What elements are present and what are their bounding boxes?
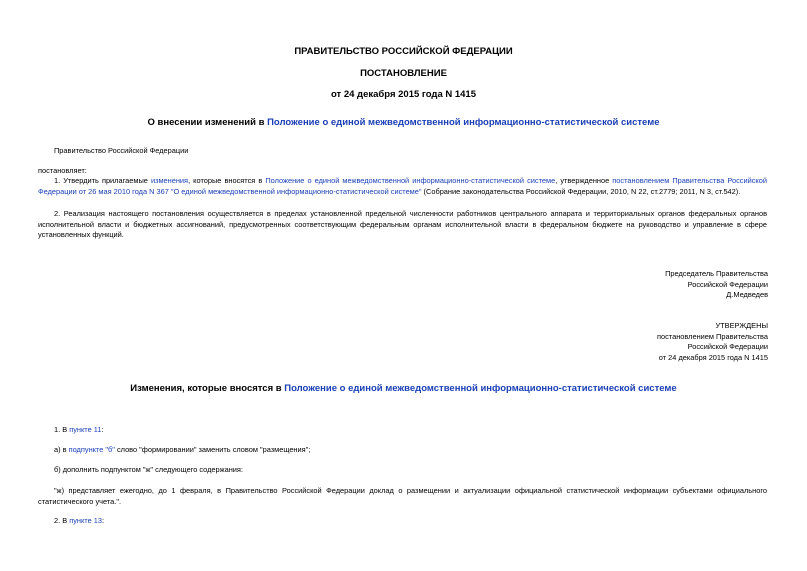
signature-line-3: Д.Медведев	[726, 290, 768, 299]
item1-prefix: 1. В	[54, 425, 70, 434]
decides-text: постановляет:	[38, 166, 87, 175]
signature-line-2: Российской Федерации	[687, 279, 768, 289]
p1-text-4: (Собрание законодательства Российской Федерации, 2010, N 22, ст.2779; 2011, N 3, ст.542).	[421, 186, 741, 196]
resolution-367-link[interactable]: постановлением Правительства Российской Федерации от 26 мая 2010 года N 367 "О единой межведомственной информационно-статистической системе"	[38, 176, 767, 196]
signature-line-1: Председатель Правительства	[665, 269, 768, 278]
changes-title-link[interactable]: Положение о единой межведомственной информационно-статистической системе	[284, 383, 677, 394]
document-title	[0, 117, 807, 128]
paragraph-1	[38, 176, 767, 197]
item-a-prefix: а) в	[54, 445, 69, 454]
change-item-1	[54, 425, 104, 436]
p1-text-3: , утвержденное	[555, 176, 613, 185]
changes-title	[0, 383, 807, 394]
p1-text-1: 1. Утвердить прилагаемые	[54, 176, 151, 185]
approved-line-2: постановлением Правительства	[657, 331, 768, 341]
changes-title-prefix: Изменения, которые вносятся в	[130, 383, 285, 394]
issuer-text: Правительство Российской Федерации	[54, 146, 189, 155]
approved-line-1: УТВЕРЖДЕНЫ	[715, 321, 768, 330]
change-item-2	[54, 516, 104, 527]
change-item-zh: "ж) представляет ежегодно, до 1 февраля, в Правительство Российской Федерации доклад о размещении и актуализации официальной статистической информации субъектами официального статистического учета.".	[38, 486, 767, 506]
item-a-link[interactable]: подпункте "б"	[68, 445, 115, 454]
document-title-prefix: О внесении изменений в	[147, 117, 268, 128]
item2-link[interactable]: пункте 13	[69, 516, 102, 525]
item-a-suffix: слово "формировании" заменить словом "размещения";	[114, 445, 311, 454]
approved-line-3: Российской Федерации	[687, 342, 768, 351]
change-item-a	[54, 445, 310, 456]
government-heading: ПРАВИТЕЛЬСТВО РОССИЙСКОЙ ФЕДЕРАЦИИ	[294, 46, 513, 57]
item1-suffix: :	[101, 425, 104, 434]
changes-link[interactable]: изменения	[150, 176, 189, 185]
item2-suffix: :	[102, 516, 105, 525]
paragraph-2: 2. Реализация настоящего постановления осуществляется в пределах установленной предельной численности работников центрального аппарата и территориальных органов федеральных органов исполнительной власти и бюджетных ассигнований, предусмотренных соответствующим федеральным органам исполнительной власти в федеральном бюджете на руководство и управление в сфере установленных функций.	[38, 209, 767, 239]
signature-block	[468, 269, 768, 301]
change-item-b: б) дополнить подпунктом "ж" следующего содержания:	[54, 465, 243, 474]
document-date-number: от 24 декабря 2015 года N 1415	[330, 89, 476, 100]
approved-block	[468, 321, 768, 363]
p1-text-2: , которые вносятся в	[188, 176, 266, 185]
item2-prefix: 2. В	[54, 516, 70, 525]
approved-line-4: от 24 декабря 2015 года N 1415	[658, 352, 768, 362]
regulation-link[interactable]: Положение о единой межведомственной информационно-статистической системе	[265, 176, 556, 185]
item1-link[interactable]: пункте 11	[69, 425, 102, 434]
title-regulation-link[interactable]: Положение о единой межведомственной информационно-статистической системе	[267, 117, 660, 128]
document-type: ПОСТАНОВЛЕНИЕ	[360, 68, 447, 79]
